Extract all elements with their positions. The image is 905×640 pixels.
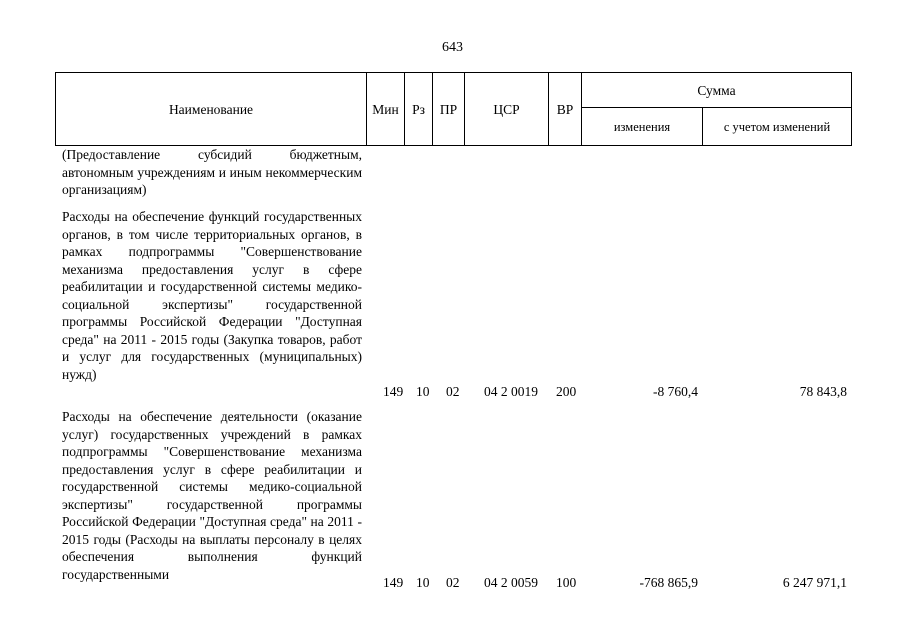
- header-rz: Рз: [405, 73, 433, 146]
- row-3-name: Расходы на обеспечение деятельности (оказание услуг) государственных учреждений в рамках подпрограммы "Совершенствование механизма предоставления услуг в сфере реабилитации и государственной системы медико-социальной экспертизы" государственной программы Российской Федерации "Доступная среда" на 2011 - 2015 годы (Расходы на выплаты персоналу в целях обеспечения выполнения функций государственными: [62, 409, 362, 582]
- row-3-csr: 04 2 0059: [484, 575, 538, 590]
- header-change: изменения: [582, 108, 703, 146]
- row-1-name: (Предоставление субсидий бюджетным, автономным учреждениям и иным некоммерческим организациям): [62, 147, 362, 197]
- row-2-change: -8 760,4: [653, 384, 698, 399]
- header-csr: ЦСР: [465, 73, 549, 146]
- row-3-vr: 100: [556, 575, 577, 590]
- row-3-with-change: 6 247 971,1: [782, 575, 847, 590]
- row-2-min: 149: [383, 384, 404, 399]
- header-with-change: с учетом изменений: [703, 108, 852, 146]
- row-3-min: 149: [383, 575, 404, 590]
- row-3-pr: 02: [446, 575, 460, 590]
- page-number: 643: [442, 40, 463, 55]
- header-min: Мин: [367, 73, 405, 146]
- row-2-name: Расходы на обеспечение функций государственных органов, в том числе территориальных органов, в рамках подпрограммы "Совершенствование механизма предоставления услуг в сфере реабилитации и государственной системы медико-социальной экспертизы" государственной программы Российской Федерации "Доступная среда" на 2011 - 2015 годы (Закупка товаров, работ и услуг для государственных (муниципальных) нужд): [62, 209, 362, 382]
- header-sum: Сумма: [582, 73, 852, 108]
- row-3-rz: 10: [416, 575, 430, 590]
- header-pr: ПР: [433, 73, 465, 146]
- row-2-vr: 200: [556, 384, 577, 399]
- header-name: Наименование: [56, 73, 367, 146]
- table-header: [55, 72, 852, 146]
- row-2-with-change: 78 843,8: [799, 384, 847, 399]
- row-2-pr: 02: [446, 384, 460, 399]
- row-3-change: -768 865,9: [639, 575, 698, 590]
- row-2-csr: 04 2 0019: [484, 384, 538, 399]
- header-vr: ВР: [549, 73, 582, 146]
- row-2-rz: 10: [416, 384, 430, 399]
